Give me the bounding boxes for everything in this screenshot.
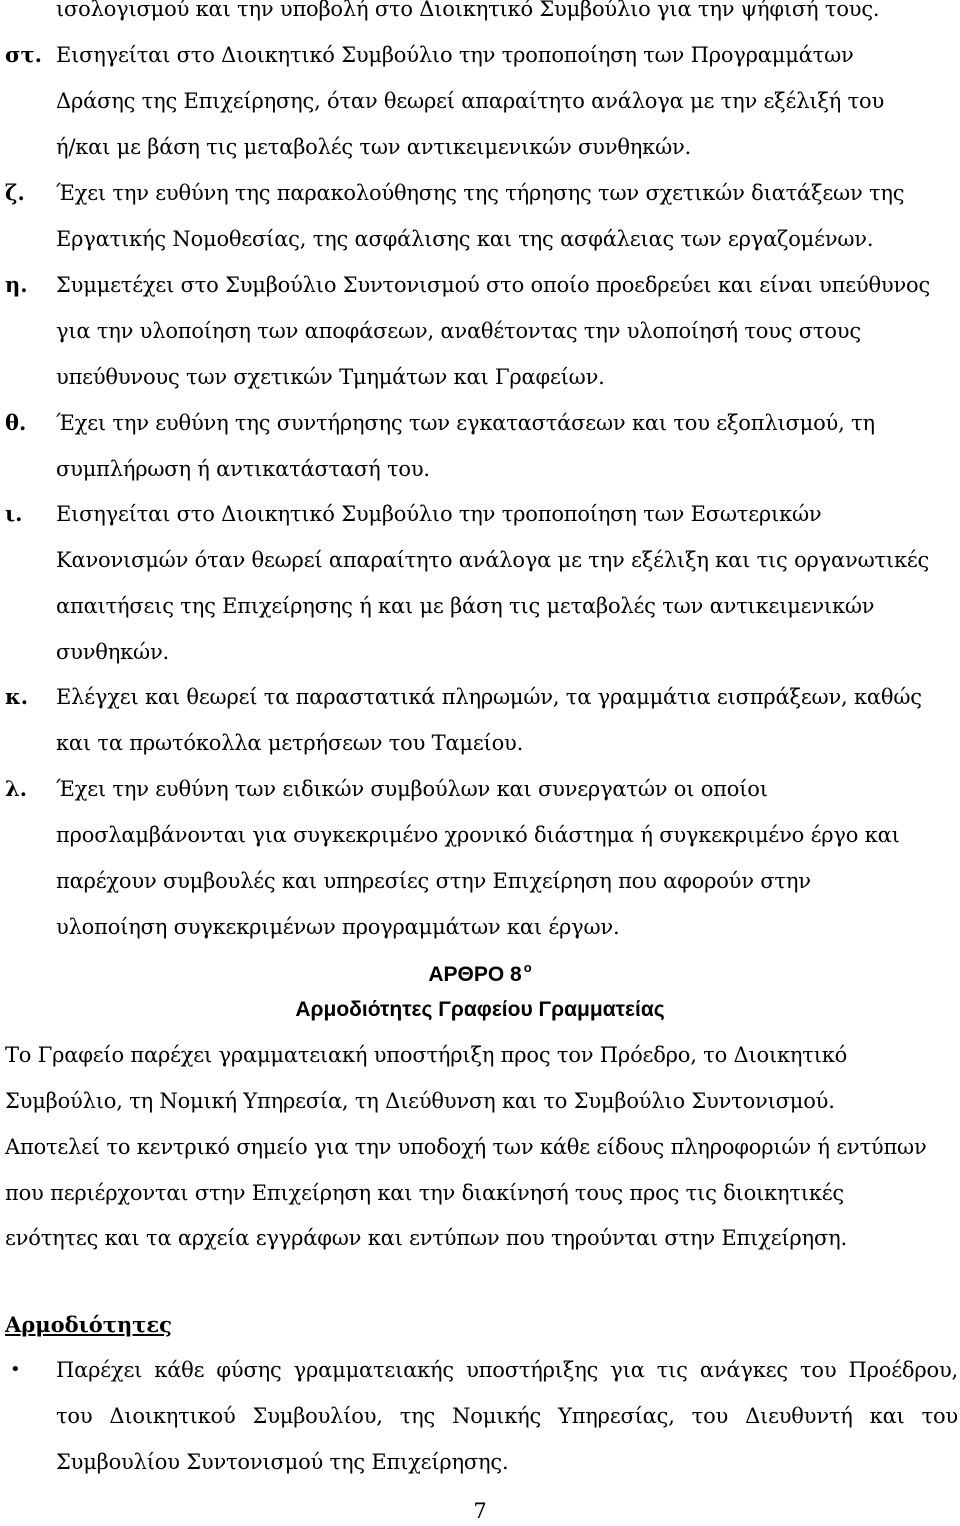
item-iota-line-3: απαιτήσεις της Επιχείρησης ή και με βάση τις μεταβολές των αντικειμενικών <box>56 594 875 618</box>
item-st-line-1: Εισηγείται στο Διοικητικό Συμβούλιο την τροποποίηση των Προγραμμάτων <box>56 43 854 67</box>
article-title <box>0 953 960 990</box>
paragraph-line-4: που περιέρχονται στην Επιχείρηση και την διακίνησή τους προς τις διοικητικές <box>5 1181 844 1205</box>
item-i-line-1: Συμμετέχει στο Συμβούλιο Συντονισμού στο οποίο προεδρεύει και είναι υπεύθυνος <box>56 273 931 297</box>
competence-line-2: του Διοικητικού Συμβουλίου, της Νομικής Υπηρεσίας, του Διευθυντή και του <box>56 1404 958 1428</box>
item-z-line-2: Εργατικής Νομοθεσίας, της ασφάλισης και της ασφάλειας των εργαζομένων. <box>56 227 874 251</box>
article-subtitle: Αρμοδιότητες Γραφείου Γραμματείας <box>295 998 665 1021</box>
item-marker-st: στ. <box>5 42 42 67</box>
item-l-line-4: υλοποίηση συγκεκριμένων προγραμμάτων και έργων. <box>56 915 620 939</box>
competence-line-1: Παρέχει κάθε φύσης γραμματειακής υποστήριξης για τις ανάγκες του Προέδρου, <box>56 1358 958 1382</box>
item-marker-th: θ. <box>5 410 27 435</box>
item-marker-iota: ι. <box>5 501 23 526</box>
page-number: 7 <box>473 1499 487 1523</box>
item-iota-line-1: Εισηγείται στο Διοικητικό Συμβούλιο την τροποποίηση των Εσωτερικών <box>56 502 822 526</box>
item-iota-line-4: συνθηκών. <box>56 640 169 664</box>
item-marker-i: η. <box>5 272 28 297</box>
item-st-line-3: ή/και με βάση τις μεταβολές των αντικειμενικών συνθηκών. <box>56 135 692 159</box>
item-st-line-2: Δράσης της Επιχείρησης, όταν θεωρεί απαραίτητο ανάλογα με την εξέλιξή του <box>56 89 885 113</box>
item-i-line-2: για την υλοποίηση των αποφάσεων, αναθέτοντας την υλοποίησή τους στους <box>56 319 861 343</box>
competences-label: Αρμοδιότητες <box>5 1312 172 1337</box>
item-th-line-2: συμπλήρωση ή αντικατάστασή του. <box>56 457 430 481</box>
paragraph-line-5: ενότητες και τα αρχεία εγγράφων και εντύπων που τηρούνται στην Επιχείρηση. <box>5 1226 847 1250</box>
item-continuation-line: ισολογισμού και την υποβολή στο Διοικητικό Συμβούλιο για την ψήφισή τους. <box>56 0 880 21</box>
item-marker-l: λ. <box>5 776 28 801</box>
item-k-line-2: και τα πρωτόκολλα μετρήσεων του Ταμείου. <box>56 731 524 755</box>
item-k-line-1: Ελέγχει και θεωρεί τα παραστατικά πληρωμών, τα γραμμάτια εισπράξεων, καθώς <box>56 685 922 709</box>
article-title-text: ΑΡΘΡΟ 8 <box>428 963 522 986</box>
paragraph-line-1: Το Γραφείο παρέχει γραμματειακή υποστήριξη προς τον Πρόεδρο, το Διοικητικό <box>5 1043 848 1067</box>
article-title-superscript: ο <box>523 960 532 975</box>
item-iota-line-2: Κανονισμών όταν θεωρεί απαραίτητο ανάλογα με την εξέλιξη και τις οργανωτικές <box>56 548 930 572</box>
item-l-line-2: προσλαμβάνονται για συγκεκριμένο χρονικό διάστημα ή συγκεκριμένο έργο και <box>56 823 900 847</box>
item-z-line-1: Έχει την ευθύνη της παρακολούθησης της τήρησης των σχετικών διατάξεων της <box>56 181 905 205</box>
paragraph-line-2: Συμβούλιο, τη Νομική Υπηρεσία, τη Διεύθυνση και το Συμβούλιο Συντονισμού. <box>5 1089 835 1113</box>
item-marker-z: ζ. <box>5 180 25 205</box>
item-l-line-1: Έχει την ευθύνη των ειδικών συμβούλων και συνεργατών οι οποίοι <box>56 777 768 801</box>
item-th-line-1: Έχει την ευθύνη της συντήρησης των εγκαταστάσεων και του εξοπλισμού, τη <box>56 411 875 435</box>
paragraph-line-3: Αποτελεί το κεντρικό σημείο για την υποδοχή των κάθε είδους πληροφοριών ή εντύπων <box>5 1135 927 1159</box>
item-l-line-3: παρέχουν συμβουλές και υπηρεσίες στην Επιχείρηση που αφορούν στην <box>56 869 811 893</box>
item-i-line-3: υπεύθυνους των σχετικών Τμημάτων και Γραφείων. <box>56 365 605 389</box>
item-marker-k: κ. <box>5 684 29 709</box>
bullet-icon: • <box>10 1359 21 1380</box>
competence-line-3: Συμβουλίου Συντονισμού της Επιχείρησης. <box>56 1450 509 1474</box>
